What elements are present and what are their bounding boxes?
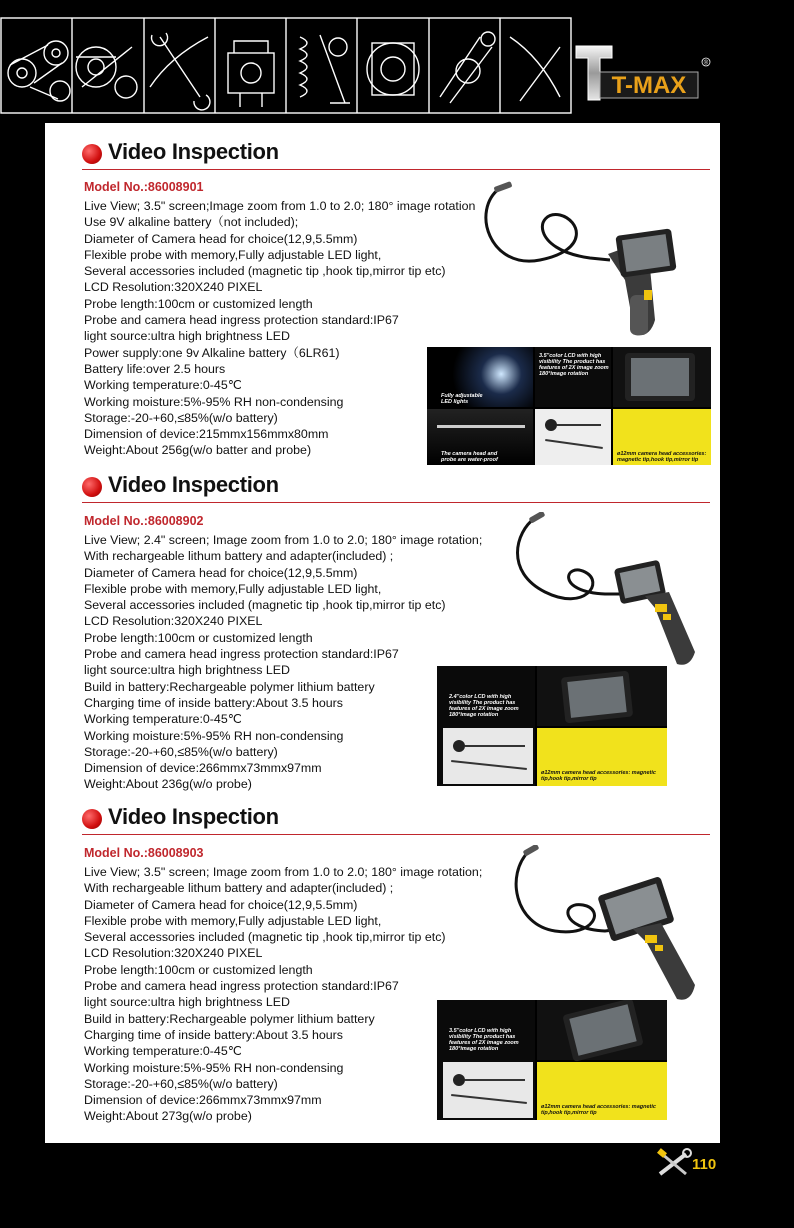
spec-item: Diameter of Camera head for choice(12,9,5.5mm) (84, 565, 358, 580)
spec-item: Probe and camera head ingress protection standard:IP67 (84, 647, 399, 662)
model-number: Model No.:86008902 (84, 514, 204, 528)
accessories-image (535, 409, 611, 465)
brand-name: T-MAX (611, 72, 687, 99)
lcd-caption: 2.4"color LCD with high visibility The product has features of 2X image zoom 180°image rotation (449, 694, 519, 718)
spec-item: Working moisture:5%-95% RH non-condensing (84, 394, 344, 409)
product-photo-86008903 (505, 845, 710, 1005)
spec-item: Dimension of device:266mmx73mmx97mm (84, 1093, 322, 1108)
feature-collage-86008903 (437, 1000, 667, 1120)
waterproof-caption: The camera head and probe are water-proof (441, 451, 498, 463)
accessories-image (443, 1062, 533, 1118)
section-title: Video Inspection (108, 139, 279, 164)
spec-item: LCD Resolution:320X240 PIXEL (84, 946, 263, 961)
feature-collage-86008902 (437, 666, 667, 786)
spec-item: light source:ultra high brightness LED (84, 995, 290, 1010)
registered-mark: ® (703, 60, 709, 67)
lcd-caption: 3.5"color LCD with high visibility The product has features of 2X image zoom 180°image rotation (449, 1028, 519, 1052)
section-divider (82, 502, 710, 503)
spec-item: Use 9V alkaline battery（not included); (84, 215, 299, 230)
device-screen-image (537, 1000, 667, 1060)
spec-item: Several accessories included (magnetic tip ,hook tip,mirror tip etc) (84, 598, 446, 613)
spec-item: Weight:About 273g(w/o probe) (84, 1109, 252, 1124)
bullet-dot-icon (82, 809, 102, 829)
spec-item: Several accessories included (magnetic tip ,hook tip,mirror tip etc) (84, 930, 446, 945)
section-divider (82, 834, 710, 835)
section-header (82, 472, 712, 502)
spec-item: Flexible probe with memory,Fully adjustable LED light, (84, 913, 382, 928)
spec-item: Weight:About 256g(w/o batter and probe) (84, 443, 312, 458)
device-screen-image (537, 666, 667, 726)
spec-list (84, 864, 482, 1125)
device-screen-image (613, 347, 711, 407)
spec-item: Working temperature:0-45℃ (84, 712, 242, 727)
model-number: Model No.:86008903 (84, 846, 204, 860)
spec-item: Probe length:100cm or customized length (84, 296, 313, 311)
spec-item: Flexible probe with memory,Fully adjustable LED light, (84, 581, 382, 596)
spec-item: Charging time of inside battery:About 3.5 hours (84, 695, 343, 710)
page-number: 110 (692, 1156, 717, 1173)
section-title: Video Inspection (108, 472, 279, 497)
wrench-screwdriver-icon (656, 1148, 694, 1180)
product-photo-86008901 (480, 180, 680, 342)
spec-item: Power supply:one 9v Alkaline battery（6LR61) (84, 345, 340, 360)
accessories-caption: ø12mm camera head accessories: magnetic tip,hook tip,mirror tip (617, 451, 707, 463)
spec-item: Storage:-20-+60,≤85%(w/o battery) (84, 1076, 278, 1091)
spec-item: Working temperature:0-45℃ (84, 1044, 242, 1059)
section-header (82, 804, 712, 834)
model-number: Model No.:86008901 (84, 180, 204, 194)
spec-item: Storage:-20-+60,≤85%(w/o battery) (84, 744, 278, 759)
spec-item: With rechargeable lithum battery and adapter(included) ; (84, 549, 394, 564)
spec-item: Dimension of device:215mmx156mmx80mm (84, 427, 329, 442)
spec-item: Working moisture:5%-95% RH non-condensing (84, 728, 344, 743)
section-title: Video Inspection (108, 804, 279, 829)
spec-item: Charging time of inside battery:About 3.5 hours (84, 1027, 343, 1042)
spec-item: light source:ultra high brightness LED (84, 329, 290, 344)
page-header (0, 0, 794, 120)
bullet-dot-icon (82, 144, 102, 164)
spec-item: Live View; 3.5" screen; Image zoom from 1.0 to 2.0; 180° image rotation; (84, 865, 483, 879)
accessories-caption: ø12mm camera head accessories: magnetic tip,hook tip,mirror tip (541, 1104, 656, 1116)
section-header (82, 139, 712, 169)
spec-item: LCD Resolution:320X240 PIXEL (84, 280, 263, 295)
lcd-caption: 3.5"color LCD with high visibility The product has features of 2X image zoom 180°image rotation (539, 353, 609, 377)
product-photo-86008902 (505, 512, 710, 670)
spec-item: Several accessories included (magnetic tip ,hook tip,mirror tip etc) (84, 264, 446, 279)
spec-item: Live View; 3.5" screen;Image zoom from 1.0 to 2.0; 180° image rotation (84, 199, 476, 213)
accessories-caption: ø12mm camera head accessories: magnetic tip,hook tip,mirror tip (541, 770, 656, 782)
led-caption: Fully adjustable LED lights (441, 393, 483, 405)
spec-item: Live View; 2.4" screen; Image zoom from 1.0 to 2.0; 180° image rotation; (84, 533, 483, 547)
spec-item: Diameter of Camera head for choice(12,9,5.5mm) (84, 897, 358, 912)
bullet-dot-icon (82, 477, 102, 497)
spec-item: Probe length:100cm or customized length (84, 630, 313, 645)
spec-item: Flexible probe with memory,Fully adjustable LED light, (84, 247, 382, 262)
tool-illustration-strip (0, 17, 572, 114)
spec-item: light source:ultra high brightness LED (84, 663, 290, 678)
spec-item: Diameter of Camera head for choice(12,9,5.5mm) (84, 231, 358, 246)
spec-item: Weight:About 236g(w/o probe) (84, 777, 252, 792)
spec-list (84, 532, 482, 793)
spec-item: Working moisture:5%-95% RH non-condensing (84, 1060, 344, 1075)
spec-item: Storage:-20-+60,≤85%(w/o battery) (84, 410, 278, 425)
spec-item: Battery life:over 2.5 hours (84, 361, 226, 376)
spec-item: Probe and camera head ingress protection standard:IP67 (84, 313, 399, 328)
feature-collage-86008901 (427, 347, 711, 465)
spec-item: Build in battery:Rechargeable polymer lithium battery (84, 679, 375, 694)
accessories-image (443, 728, 533, 784)
brand-logo (572, 38, 722, 108)
spec-item: LCD Resolution:320X240 PIXEL (84, 614, 263, 629)
spec-item: Working temperature:0-45℃ (84, 378, 242, 393)
spec-item: Probe length:100cm or customized length (84, 962, 313, 977)
spec-item: Dimension of device:266mmx73mmx97mm (84, 761, 322, 776)
section-divider (82, 169, 710, 170)
spec-list (84, 198, 475, 459)
spec-item: Probe and camera head ingress protection standard:IP67 (84, 979, 399, 994)
spec-item: Build in battery:Rechargeable polymer lithium battery (84, 1011, 375, 1026)
spec-item: With rechargeable lithum battery and adapter(included) ; (84, 881, 394, 896)
